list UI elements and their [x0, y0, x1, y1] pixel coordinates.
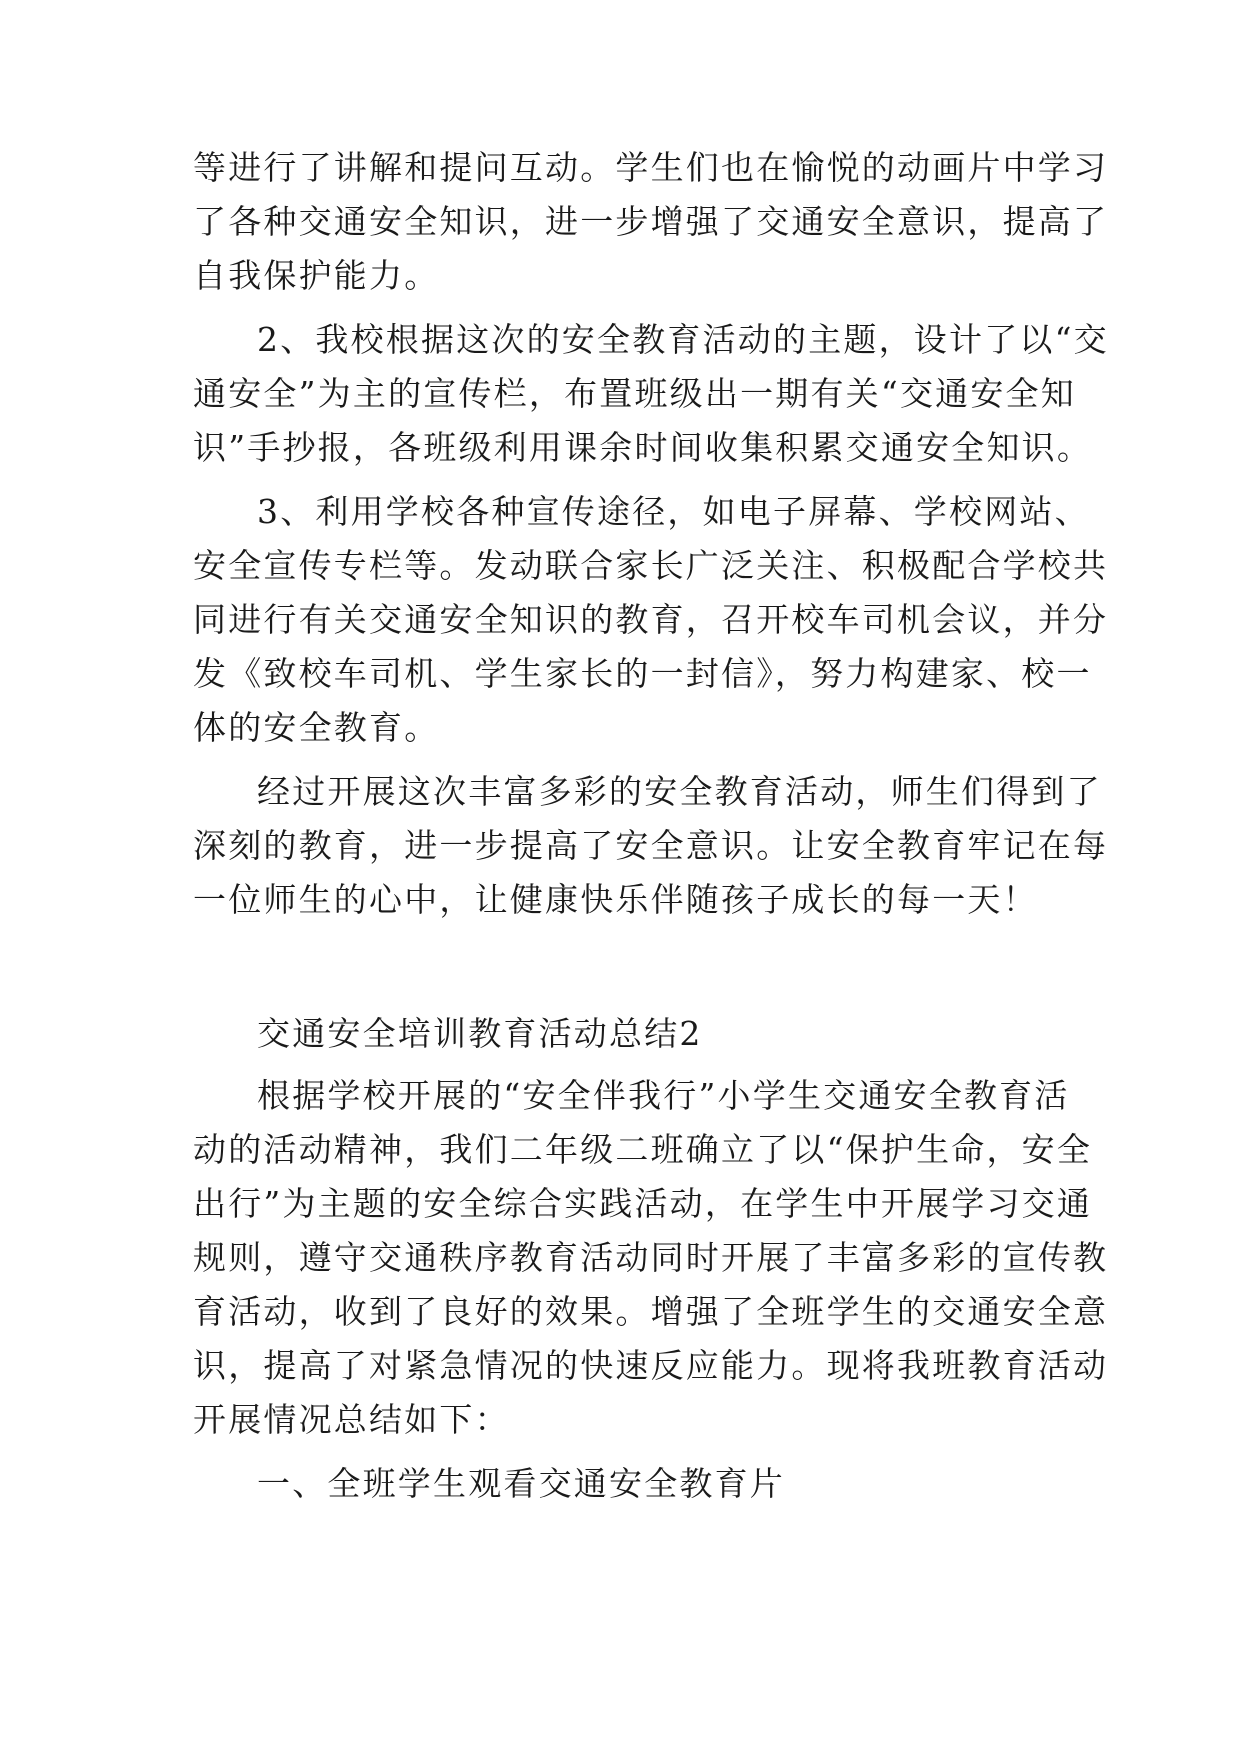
text-line: 根据学校开展的“安全伴我行”小学生交通安全教育活	[257, 1076, 1070, 1115]
text-line: 体的安全教育。	[193, 708, 440, 747]
text-line: 识，提高了对紧急情况的快速反应能力。现将我班教育活动	[193, 1346, 1109, 1385]
text-line: 自我保护能力。	[193, 256, 440, 295]
text-line: 2、我校根据这次的安全教育活动的主题，设计了以“交	[257, 320, 1109, 359]
text-line: 出行”为主题的安全综合实践活动，在学生中开展学习交通	[193, 1184, 1093, 1223]
text-line: 识”手抄报，各班级利用课余时间收集积累交通安全知识。	[193, 428, 1093, 467]
text-line: 一位师生的心中，让健康快乐伴随孩子成长的每一天！	[193, 880, 1038, 919]
text-line: 深刻的教育，进一步提高了安全意识。让安全教育牢记在每	[193, 826, 1109, 865]
text-line: 动的活动精神，我们二年级二班确立了以“保护生命，安全	[193, 1130, 1093, 1169]
text-line: 规则，遵守交通秩序教育活动同时开展了丰富多彩的宣传教	[193, 1238, 1109, 1277]
text-line: 经过开展这次丰富多彩的安全教育活动，师生们得到了	[257, 772, 1102, 811]
text-line: 3、利用学校各种宣传途径，如电子屏幕、学校网站、	[257, 492, 1090, 531]
text-line: 发《致校车司机、学生家长的一封信》，努力构建家、校一	[193, 654, 1092, 693]
text-line: 通安全”为主的宣传栏，布置班级出一期有关“交通安全知	[193, 374, 1076, 413]
text-line: 安全宣传专栏等。发动联合家长广泛关注、积极配合学校共	[193, 546, 1109, 585]
text-line: 同进行有关交通安全知识的教育，召开校车司机会议，并分	[193, 600, 1109, 639]
subheading: 一、全班学生观看交通安全教育片	[257, 1464, 785, 1503]
text-line: 开展情况总结如下：	[193, 1400, 510, 1439]
section-title: 交通安全培训教育活动总结2	[257, 1014, 703, 1053]
text-line: 了各种交通安全知识，进一步增强了交通安全意识，提高了	[193, 202, 1109, 241]
text-line: 育活动，收到了良好的效果。增强了全班学生的交通安全意	[193, 1292, 1109, 1331]
text-line: 等进行了讲解和提问互动。学生们也在愉悦的动画片中学习	[193, 148, 1109, 187]
